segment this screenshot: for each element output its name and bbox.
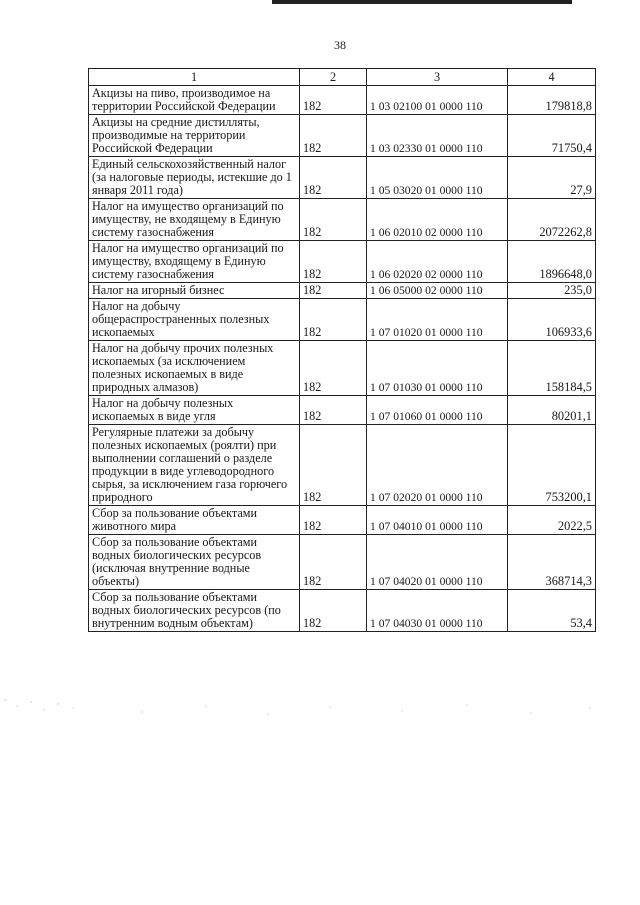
- page-number: 38: [334, 38, 346, 52]
- budget-class-code: 1 07 04010 01 0000 110: [367, 506, 508, 535]
- amount: 71750,4: [508, 115, 596, 157]
- scan-header-edge: [272, 0, 572, 4]
- table-row: [89, 341, 596, 396]
- amount: 2022,5: [508, 506, 596, 535]
- budget-class-code: 1 07 01060 01 0000 110: [367, 396, 508, 425]
- table-row: [89, 425, 596, 506]
- table-row: [89, 299, 596, 341]
- admin-code: 182: [300, 506, 367, 535]
- revenue-name: Сбор за пользование объектами водных биологических ресурсов (по внутренним водным объектам): [89, 590, 300, 632]
- amount: 53,4: [508, 590, 596, 632]
- revenue-name: Регулярные платежи за добычу полезных ископаемых (роялти) при выполнении соглашений о разделе продукции в виде углеводородного сырья, за исключением газа горючего природного: [89, 425, 300, 506]
- admin-code: 182: [300, 341, 367, 396]
- amount: 1896648,0: [508, 241, 596, 283]
- budget-class-code: 1 07 01030 01 0000 110: [367, 341, 508, 396]
- table-row: [89, 86, 596, 115]
- column-header: 3: [367, 69, 508, 86]
- admin-code: 182: [300, 396, 367, 425]
- column-header: 1: [89, 69, 300, 86]
- budget-class-code: 1 06 05000 02 0000 110: [367, 283, 508, 299]
- revenue-name: Налог на имущество организаций по имуществу, не входящему в Единую систему газоснабжения: [89, 199, 300, 241]
- budget-class-code: 1 07 04030 01 0000 110: [367, 590, 508, 632]
- revenue-name: Налог на игорный бизнес: [89, 283, 300, 299]
- revenue-name: Сбор за пользование объектами животного мира: [89, 506, 300, 535]
- scan-noise: [0, 688, 640, 728]
- amount: 80201,1: [508, 396, 596, 425]
- table-row: [89, 115, 596, 157]
- admin-code: 182: [300, 283, 367, 299]
- budget-class-code: 1 06 02010 02 0000 110: [367, 199, 508, 241]
- revenue-name: Единый сельскохозяйственный налог (за налоговые периоды, истекшие до 1 января 2011 года): [89, 157, 300, 199]
- table-row: [89, 535, 596, 590]
- amount: 179818,8: [508, 86, 596, 115]
- revenue-name: Налог на добычу прочих полезных ископаемых (за исключением полезных ископаемых в виде природных алмазов): [89, 341, 300, 396]
- budget-class-code: 1 07 02020 01 0000 110: [367, 425, 508, 506]
- budget-class-code: 1 07 01020 01 0000 110: [367, 299, 508, 341]
- revenue-table: [88, 68, 596, 632]
- budget-class-code: 1 03 02330 01 0000 110: [367, 115, 508, 157]
- admin-code: 182: [300, 199, 367, 241]
- column-header: 4: [508, 69, 596, 86]
- amount: 27,9: [508, 157, 596, 199]
- table-row: [89, 199, 596, 241]
- table-row: [89, 396, 596, 425]
- budget-class-code: 1 06 02020 02 0000 110: [367, 241, 508, 283]
- table-row: [89, 241, 596, 283]
- amount: 2072262,8: [508, 199, 596, 241]
- table-header-row: [89, 69, 596, 86]
- amount: 235,0: [508, 283, 596, 299]
- revenue-name: Акцизы на пиво, производимое на территории Российской Федерации: [89, 86, 300, 115]
- table-row: [89, 590, 596, 632]
- budget-class-code: 1 05 03020 01 0000 110: [367, 157, 508, 199]
- admin-code: 182: [300, 299, 367, 341]
- revenue-name: Налог на имущество организаций по имуществу, входящему в Единую систему газоснабжения: [89, 241, 300, 283]
- revenue-name: Налог на добычу общераспространенных полезных ископаемых: [89, 299, 300, 341]
- admin-code: 182: [300, 241, 367, 283]
- revenue-name: Сбор за пользование объектами водных биологических ресурсов (исключая внутренние водные объекты): [89, 535, 300, 590]
- amount: 158184,5: [508, 341, 596, 396]
- table-row: [89, 506, 596, 535]
- amount: 753200,1: [508, 425, 596, 506]
- admin-code: 182: [300, 590, 367, 632]
- admin-code: 182: [300, 535, 367, 590]
- admin-code: 182: [300, 86, 367, 115]
- amount: 106933,6: [508, 299, 596, 341]
- revenue-name: Налог на добычу полезных ископаемых в виде угля: [89, 396, 300, 425]
- budget-class-code: 1 07 04020 01 0000 110: [367, 535, 508, 590]
- revenue-name: Акцизы на средние дистилляты, производимые на территории Российской Федерации: [89, 115, 300, 157]
- admin-code: 182: [300, 157, 367, 199]
- column-header: 2: [300, 69, 367, 86]
- amount: 368714,3: [508, 535, 596, 590]
- admin-code: 182: [300, 115, 367, 157]
- table-row: [89, 283, 596, 299]
- admin-code: 182: [300, 425, 367, 506]
- table-row: [89, 157, 596, 199]
- budget-class-code: 1 03 02100 01 0000 110: [367, 86, 508, 115]
